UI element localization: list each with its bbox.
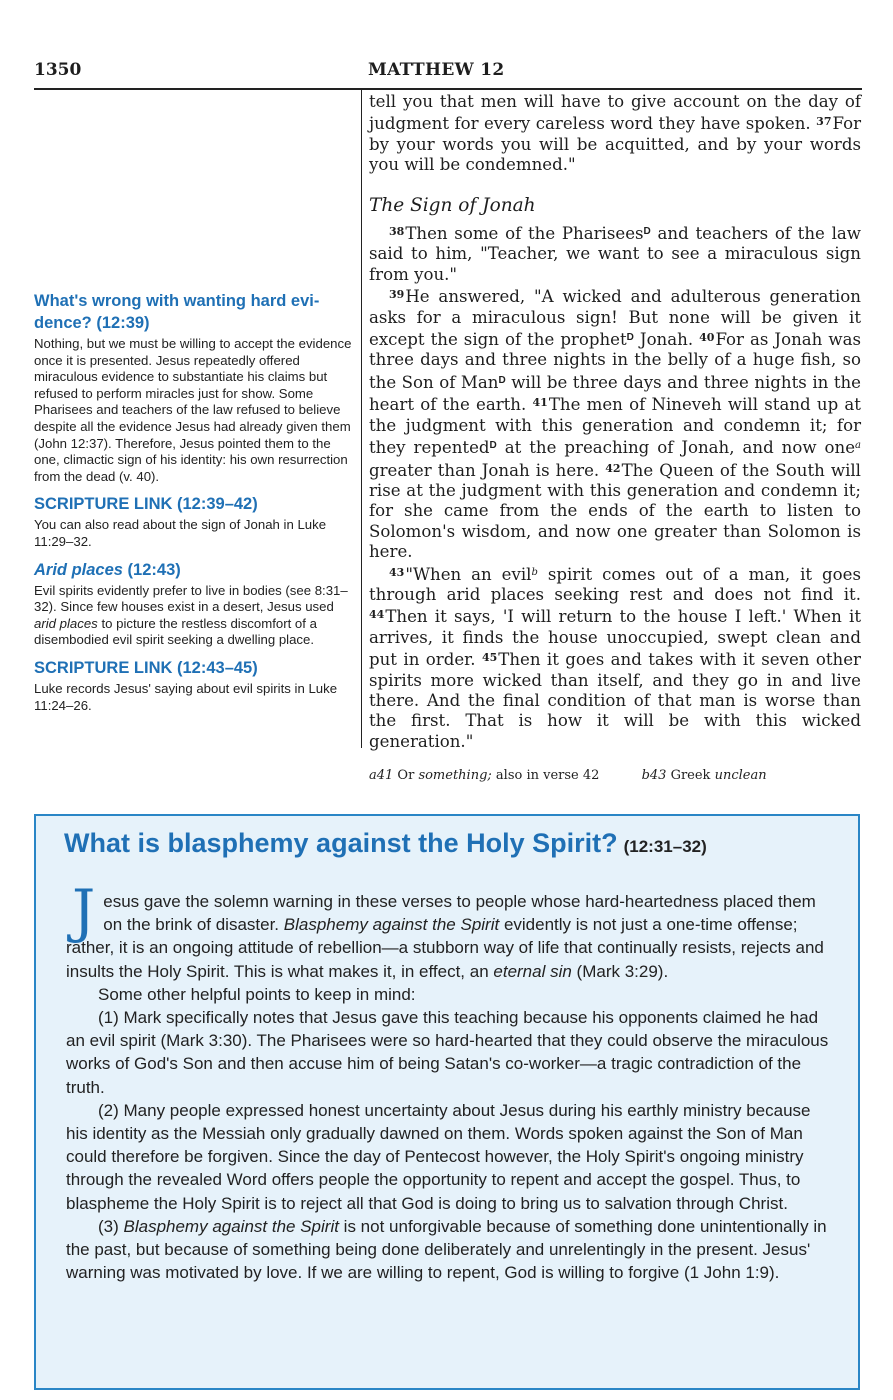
verse-36-continued: tell you that men will have to give account on the day of judgment for every careless word they have spoken. $^{37}$For by your words you will be acquitted, and by your words you will be condemned.": [369, 92, 862, 175]
note-title-hard-evidence: What's wrong with wanting hard evi- dence? (12:39): [34, 292, 320, 332]
feature-paragraph-3: (1) Mark specifically notes that Jesus gave this teaching because his opponents claimed he had an evil spirit (Mark 3:30). The Pharisees were so hard-hearted that they could observe the miraculous works of God's Son and then accuse him of being Satan's co-worker—a tragic contradiction of the truth.: [66, 1008, 829, 1097]
column-divider: [361, 88, 362, 748]
footnote-a: a41 Or something; also in verse 42: [369, 768, 600, 783]
page-number: 1350: [34, 60, 82, 80]
verses-43-45: $^{43}$"When an evil$^b$ spirit comes out of a man, it goes through arid places seeking rest and does not find it. $^{44}$Then it says, 'I will return to the house I left.' When it arrives, it finds the house unoccupied, swept clean and put in order. $^{45}$Then it goes and takes with it seven other spirits more wicked than itself, and they go in and live there. And the final condition of that man is worse than the first. That is how it will be with this wicked generation.": [369, 564, 861, 751]
footnote-marker-b: b: [531, 566, 538, 578]
running-head: MATTHEW 12: [368, 60, 505, 80]
footnote-marker-a: a: [855, 440, 861, 452]
note-title-scripture-link-2: SCRIPTURE LINK (12:43–45): [34, 658, 258, 677]
note-body-scripture-link-2: Luke records Jesus' saying about evil spirits in Luke 11:24–26.: [34, 680, 338, 713]
verse-38: $^{38}$Then some of the Pharisees$^D$ and teachers of the law said to him, "Teacher, we want to see a miraculous sign from you.": [369, 224, 861, 284]
feature-box-title: What is blasphemy against the Holy Spirit? (12:31–32): [64, 828, 707, 858]
footnote-b: b43 Greek unclean: [641, 768, 767, 783]
feature-paragraph-4: (2) Many people expressed honest uncertainty about Jesus during his earthly ministry because his identity as the Messiah only gradually dawned on them. Words spoken against the Son of Man could therefore be forgiven. Since the day of Pentecost however, the Holy Spirit's ongoing ministry through the revealed Word offers people the opportunity to repent and accept the gospel. Thus, to blaspheme the Holy Spirit is to reject all that God is doing to bring us to salvation through Christ.: [66, 1100, 811, 1213]
feature-box-body: [66, 877, 832, 1284]
feature-box-reference: (12:31–32): [623, 837, 707, 856]
note-title-arid-places: Arid places (12:43): [34, 560, 181, 579]
drop-cap: J: [72, 877, 96, 945]
feature-box: [34, 814, 860, 1390]
scripture-text: [369, 92, 861, 752]
feature-paragraph-2: Some other helpful points to keep in mind:: [98, 984, 416, 1004]
study-notes-sidebar: [34, 290, 352, 722]
cross-reference-marker: D: [643, 226, 651, 238]
note-title-scripture-link-1: SCRIPTURE LINK (12:39–42): [34, 495, 258, 514]
note-body-hard-evidence: Nothing, but we must be willing to accept the evidence once it is presented. Jesus repeatedly offered miraculous evidence to substantiate his claims but refused to perform miracles just for show. Some Pharisees and teachers of the law refused to believe despite all the evidence Jesus had already given them (John 12:37). Therefore, Jesus pointed them to the one, climactic sign of his identity: his own resurrection from the dead (v. 40).: [34, 336, 352, 484]
verses-39-42: $^{39}$He answered, "A wicked and adulterous generation asks for a miraculous sign! But none will be given it except the sign of the prophet$^D$ Jonah. $^{40}$For as Jonah was three days and three nights in the belly of a huge fish, so the Son of Man$^D$ will be three days and three nights in the heart of the earth. $^{41}$The men of Nineveh will stand up at the judgment with this generation and condemn it; for they repented$^D$ at the preaching of Jonah, and now one$^a$ greater than Jonah is here. $^{42}$The Queen of the South will rise at the judgment with this generation and condemn it; for she came from the ends of the earth to listen to Solomon's wisdom, and now one greater than Solomon is here.: [369, 287, 861, 562]
footnotes: [369, 768, 861, 783]
section-heading: The Sign of Jonah: [369, 194, 536, 216]
page-header: [34, 58, 862, 90]
note-body-arid-places: Evil spirits evidently prefer to live in bodies (see 8:31–32). Since few houses exist in a desert, Jesus used arid places to picture the restless discomfort of a disembodied evil spirit seeking a dwelling place.: [34, 582, 348, 648]
feature-paragraph-5: (3) Blasphemy against the Spirit is not unforgivable because of something done unintentionally in the past, but because of something being done deliberately and unrelentingly in the present. Jesus' warning was motivated by love. If we are willing to repent, God is willing to forgive (1 John 1:9).: [66, 1216, 827, 1283]
feature-paragraph-1: Jesus gave the solemn warning in these verses to people whose hard-heartedness placed them on the brink of disaster. Blasphemy against the Spirit evidently is not just a one-time offense; rather, it is an ongoing attitude of rebellion—a stubborn way of life that continually resists, rejects and insults the Holy Spirit. This is what makes it, in effect, an eternal sin (Mark 3:29).: [66, 877, 824, 981]
note-body-scripture-link-1: You can also read about the sign of Jonah in Luke 11:29–32.: [34, 517, 327, 549]
